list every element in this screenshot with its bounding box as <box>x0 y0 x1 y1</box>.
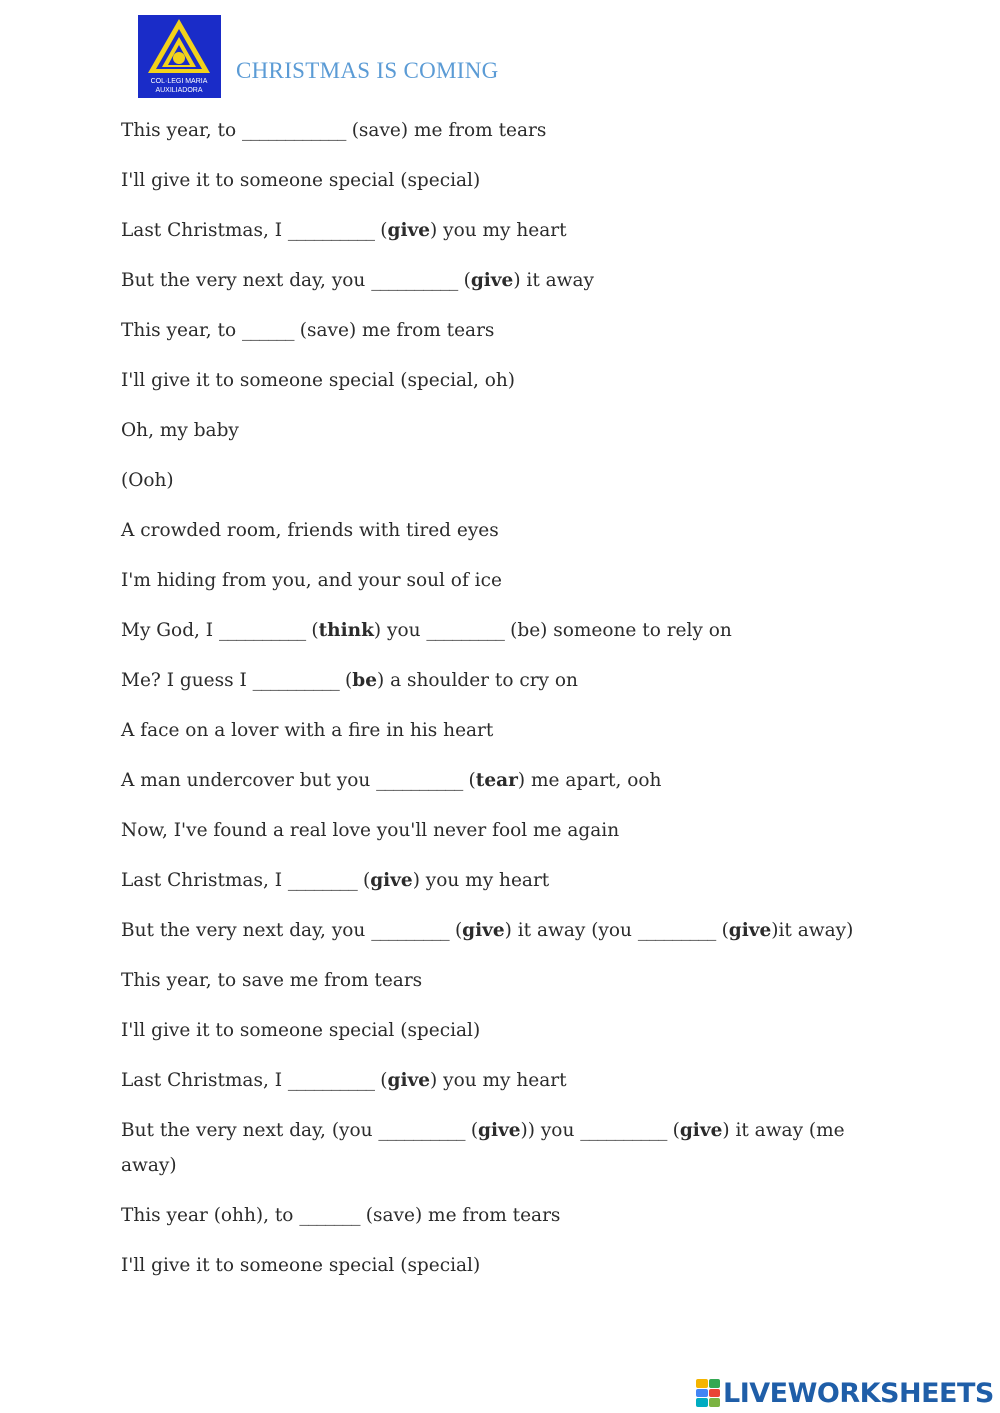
lyric-text: I'll give it to someone special (special) <box>121 170 481 191</box>
lyric-text: it away (you <box>511 920 638 941</box>
lyric-text: me from tears <box>356 320 495 341</box>
logo-text-line1: COL·LEGI MARIA <box>150 78 208 85</box>
brand-icon-square <box>709 1398 721 1407</box>
lyric-line <box>121 713 861 748</box>
lyric-line: This year, to ____________ (save) me from tears <box>121 120 547 141</box>
lyric-line <box>121 363 861 398</box>
verb-hint: tear <box>475 770 518 791</box>
verb-hint: give <box>387 220 431 241</box>
lyric-text: I'll give it to someone special (special) <box>121 1255 481 1276</box>
answer-blank[interactable]: __________ <box>287 220 375 241</box>
answer-blank[interactable]: _______ <box>299 1205 360 1226</box>
brand-icon-square <box>696 1389 708 1398</box>
answer-blank[interactable]: __________ <box>287 1070 375 1091</box>
lyric-text: it away (me away) <box>121 1120 845 1176</box>
verb-hint: give <box>387 1070 431 1091</box>
lyric-text: But the very next day, (you <box>121 1120 379 1141</box>
lyric-text: me from tears <box>422 1205 561 1226</box>
lyric-text: This year, to save me from tears <box>121 970 423 991</box>
answer-blank[interactable]: __________ <box>580 1120 667 1141</box>
lyric-line: This year (ohh), to _______ (save) me from tears <box>121 1205 561 1226</box>
lyric-text: A crowded room, friends with tired eyes <box>121 520 499 541</box>
lyric-text: ) you <box>527 1120 581 1141</box>
lyric-text: you my heart <box>437 220 567 241</box>
page-title: CHRISTMAS IS COMING <box>236 58 499 83</box>
lyric-line <box>121 1248 861 1283</box>
lyric-text: I'm hiding from you, and your soul of ice <box>121 570 502 591</box>
lyric-line: This year, to ______ (save) me from tears <box>121 320 495 341</box>
answer-blank[interactable]: __________ <box>252 670 340 691</box>
school-logo-icon <box>138 15 221 98</box>
answer-blank[interactable]: _________ <box>426 620 505 641</box>
verb-hint: give <box>470 270 514 291</box>
lyric-text: Now, I've found a real love you'll never fool me again <box>121 820 620 841</box>
lyric-line: Last Christmas, I __________ (give) you my heart <box>121 1070 567 1091</box>
answer-blank[interactable]: __________ <box>376 770 463 791</box>
lyric-line: A man undercover but you __________ (tear) me apart, ooh <box>121 770 662 791</box>
lyric-text: But the very next day, you <box>121 270 372 291</box>
answer-blank[interactable]: ____________ <box>242 120 346 141</box>
lyric-line: But the very next day, you __________ (give) it away <box>121 270 594 291</box>
lyric-text: (Ooh) <box>121 470 174 491</box>
lyric-line <box>121 963 861 998</box>
verb-hint: save <box>358 120 401 141</box>
lyric-line <box>121 463 861 498</box>
lyric-text: I'll give it to someone special (special) <box>121 1020 481 1041</box>
lyric-text: This year (ohh), to <box>121 1205 300 1226</box>
lyric-text: Last Christmas, I <box>121 870 288 891</box>
lyric-text: A face on a lover with a fire in his heart <box>121 720 494 741</box>
answer-blank[interactable]: _________ <box>371 920 450 941</box>
verb-hint: give <box>679 1120 723 1141</box>
brand-icon-square <box>696 1398 708 1407</box>
brand-icon-square <box>709 1389 721 1398</box>
answer-blank[interactable]: __________ <box>218 620 306 641</box>
lyric-text: you my heart <box>437 1070 567 1091</box>
lyric-text: a shoulder to cry on <box>384 670 578 691</box>
lyric-text: someone to rely on <box>547 620 732 641</box>
lyric-line <box>121 1013 861 1048</box>
lyric-line: Last Christmas, I ________ (give) you my heart <box>121 870 550 891</box>
lyric-text: it away) <box>778 920 854 941</box>
school-logo <box>138 15 221 98</box>
lyric-text: me apart, ooh <box>525 770 662 791</box>
verb-hint: be <box>352 670 377 691</box>
logo-text-line2: AUXILIADORA <box>155 87 203 94</box>
brand-icon-square <box>696 1379 708 1388</box>
lyric-text: you <box>381 620 427 641</box>
lyric-text: This year, to <box>121 320 242 341</box>
lyric-text: me from tears <box>408 120 547 141</box>
lyric-line: Me? I guess I __________ (be) a shoulder to cry on <box>121 670 578 691</box>
lyric-text: My God, I <box>121 620 219 641</box>
answer-blank[interactable]: __________ <box>371 270 458 291</box>
lyric-line: But the very next day, (you __________ (give)) you __________ (give) it away (me away) <box>121 1120 845 1176</box>
verb-hint: save <box>373 1205 415 1226</box>
lyric-text: you my heart <box>419 870 550 891</box>
brand-text: LIVEWORKSHEETS <box>723 1377 994 1409</box>
lyric-line: But the very next day, you _________ (give) it away (you _________ (give)it away) <box>121 920 854 941</box>
lyric-text: This year, to <box>121 120 242 141</box>
lyric-line <box>121 163 861 198</box>
verb-hint: give <box>478 1120 521 1141</box>
lyric-text: Last Christmas, I <box>121 220 288 241</box>
verb-hint: save <box>307 320 349 341</box>
answer-blank[interactable]: _________ <box>637 920 716 941</box>
lyric-text: A man undercover but you <box>121 770 377 791</box>
verb-hint: think <box>318 620 374 641</box>
lyric-line: My God, I __________ (think) you _________ (be) someone to rely on <box>121 620 732 641</box>
lyric-line <box>121 513 861 548</box>
brand-icon-square <box>709 1379 721 1388</box>
verb-hint: give <box>462 920 505 941</box>
verb-hint: give <box>370 870 413 891</box>
verb-hint: be <box>517 620 541 641</box>
verb-hint: give <box>728 920 772 941</box>
lyric-line <box>121 413 861 448</box>
lyric-text: it away <box>520 270 594 291</box>
liveworksheets-brand <box>696 1376 994 1410</box>
lyric-line <box>121 563 861 598</box>
lyric-text: Me? I guess I <box>121 670 253 691</box>
lyric-text: Last Christmas, I <box>121 1070 288 1091</box>
lyric-line <box>121 813 861 848</box>
lyric-line: Last Christmas, I __________ (give) you my heart <box>121 220 567 241</box>
answer-blank[interactable]: ________ <box>287 870 358 891</box>
lyric-text: Oh, my baby <box>121 420 239 441</box>
liveworksheets-logo-icon <box>696 1379 720 1407</box>
lyric-text: But the very next day, you <box>121 920 372 941</box>
answer-blank[interactable]: ______ <box>242 320 294 341</box>
answer-blank[interactable]: __________ <box>378 1120 465 1141</box>
lyric-text: I'll give it to someone special (special, oh) <box>121 370 515 391</box>
